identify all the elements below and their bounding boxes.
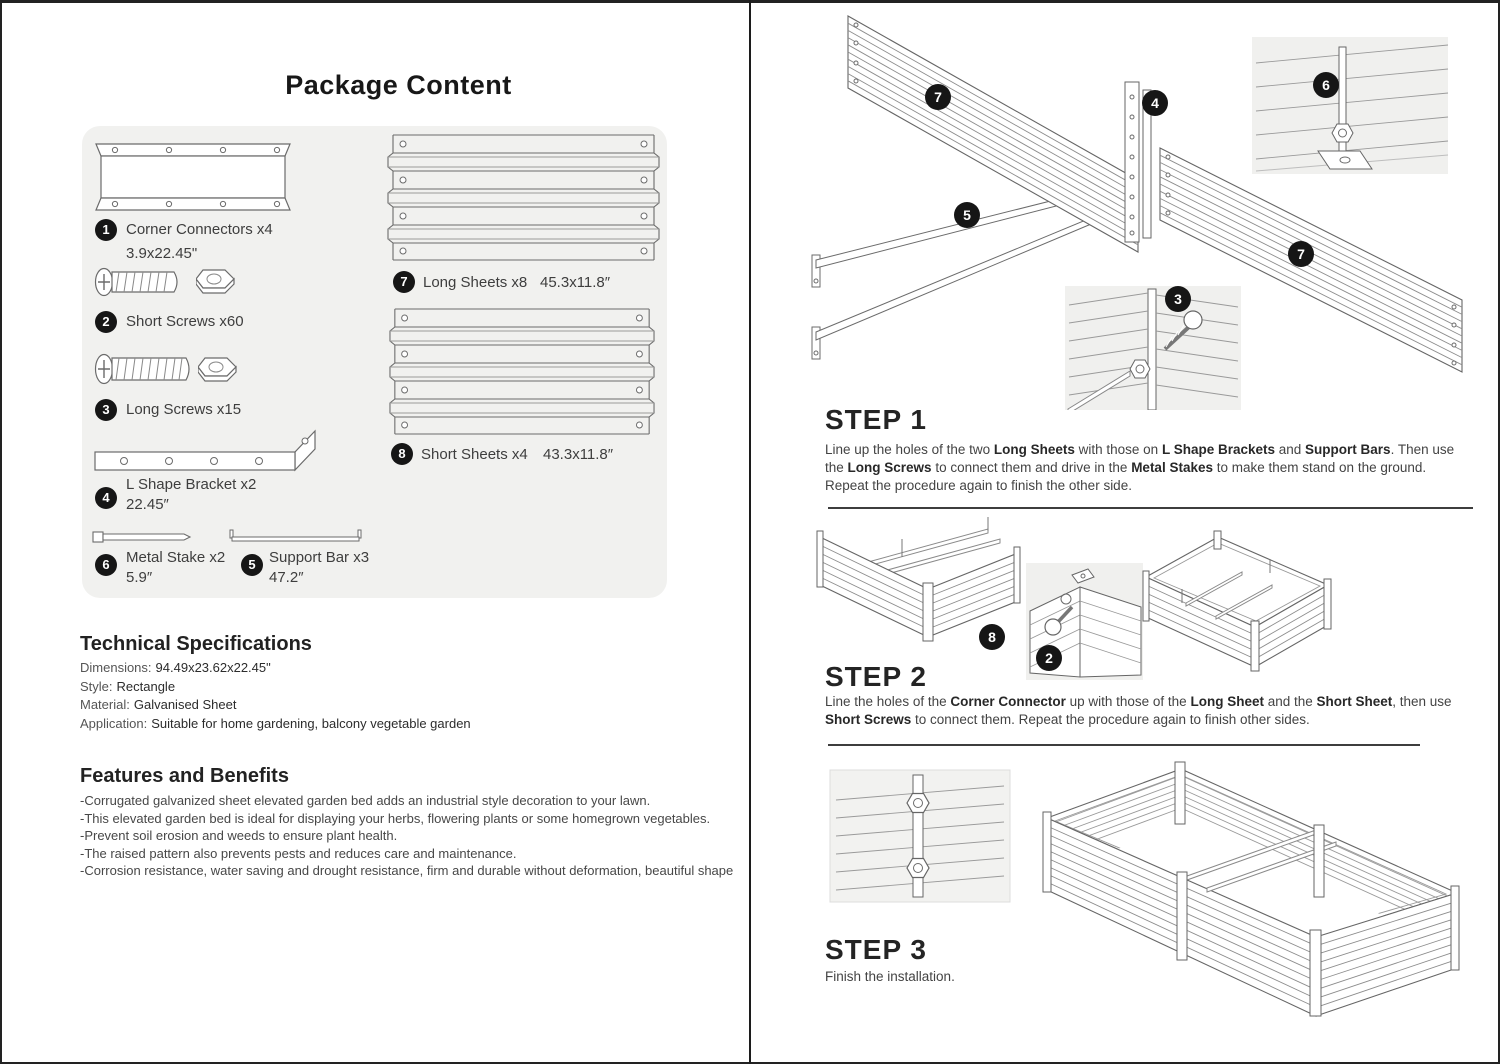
item-dimension: 45.3x11.8″ [540, 274, 611, 291]
support-bar-drawing [228, 527, 363, 545]
spec-row: Application: Suitable for home gardening, balcony vegetable garden [80, 715, 471, 731]
features-heading: Features and Benefits [80, 765, 289, 787]
item-dimension: 47.2″ [269, 569, 304, 586]
feature-bullet: -Corrosion resistance, water saving and drought resistance, firm and durable without deformation, beautiful shape [80, 863, 734, 879]
section-divider [828, 744, 1420, 746]
step2-heading: STEP 2 [825, 661, 927, 692]
metal-stake-drawing [92, 530, 192, 544]
step2-instructions: Line the holes of the Corner Connector up with those of the Long Sheet and the Short Sheet, then use Short Screws to connect them. Repeat the procedure again to finish other sides. [825, 694, 1452, 727]
number-badge: 5 [241, 554, 263, 576]
item-label: Short Screws x60 [126, 313, 244, 330]
item-label: Support Bar x3 [269, 549, 370, 566]
short-sheet-drawing [389, 308, 655, 435]
item-label: Short Sheets x4 [421, 446, 528, 463]
item-label: Metal Stake x2 [126, 549, 226, 566]
callout-support-bar: 5 [954, 202, 980, 228]
callout-short-sheet: 8 [979, 624, 1005, 650]
page-title: Package Content [285, 70, 512, 100]
callout-long-sheet: 7 [925, 84, 951, 110]
number-badge: 6 [95, 554, 117, 576]
tech-specs-heading: Technical Specifications [80, 633, 312, 655]
spec-row: Dimensions: 94.49x23.62x22.45" [80, 660, 271, 675]
step1-instructions: Line up the holes of the two Long Sheets with those on L Shape Brackets and Support Bars. Then use the Long Screws to connect them and drive in the Metal Stakes to make them stand on the ground. Repeat the procedure again to finish the other side. [825, 442, 1455, 493]
item-dimension: 22.45″ [126, 496, 169, 513]
nut-drawing [198, 355, 238, 387]
step3-instructions: Finish the installation. [825, 969, 955, 984]
step2-diagram [750, 515, 1490, 680]
spec-row: Style: Rectangle [80, 678, 176, 694]
short-screw-drawing [94, 265, 186, 299]
item-dimension: 3.9x22.45" [126, 245, 198, 262]
number-badge: 4 [95, 487, 117, 509]
callout-long-screw: 3 [1165, 286, 1191, 312]
tech-specs-list [80, 659, 471, 733]
callout-short-screw: 2 [1036, 645, 1062, 671]
item-label: Corner Connectors x4 [126, 221, 273, 238]
number-badge: 3 [95, 399, 117, 421]
long-sheet-drawing [387, 134, 660, 261]
feature-bullet: -The raised pattern also prevents pests and reduces care and maintenance. [80, 845, 517, 861]
corner-connector-drawing [93, 141, 295, 213]
step3-diagram [750, 748, 1490, 1028]
number-badge: 2 [95, 311, 117, 333]
step1-diagram [750, 5, 1490, 410]
long-screw-drawing [94, 350, 198, 388]
feature-bullet: -Prevent soil erosion and weeds to ensure plant health. [80, 828, 398, 844]
feature-bullet: -This elevated garden bed is ideal for displaying your herbs, flowering plants or some homegrown vegetables. [80, 810, 711, 826]
spec-row: Material: Galvanised Sheet [80, 697, 237, 712]
step3-heading: STEP 3 [825, 934, 927, 965]
features-list [80, 792, 733, 880]
nut-drawing [196, 267, 236, 299]
item-label: Long Screws x15 [126, 401, 242, 418]
l-shape-bracket-drawing [94, 426, 322, 478]
callout-l-shape-bracket: 4 [1142, 90, 1168, 116]
feature-bullet: -Corrugated galvanized sheet elevated garden bed adds an industrial style decoration to your lawn. [80, 793, 651, 808]
item-dimension: 43.3x11.8″ [543, 446, 614, 463]
number-badge: 1 [95, 219, 117, 241]
step1-heading: STEP 1 [825, 404, 927, 435]
section-divider [828, 507, 1473, 509]
number-badge: 7 [393, 271, 415, 293]
item-label: L Shape Bracket x2 [126, 476, 257, 493]
number-badge: 8 [391, 443, 413, 465]
item-label: Long Sheets x8 [423, 274, 528, 291]
callout-long-sheet: 7 [1288, 241, 1314, 267]
callout-metal-stake: 6 [1313, 72, 1339, 98]
item-dimension: 5.9″ [126, 569, 153, 586]
